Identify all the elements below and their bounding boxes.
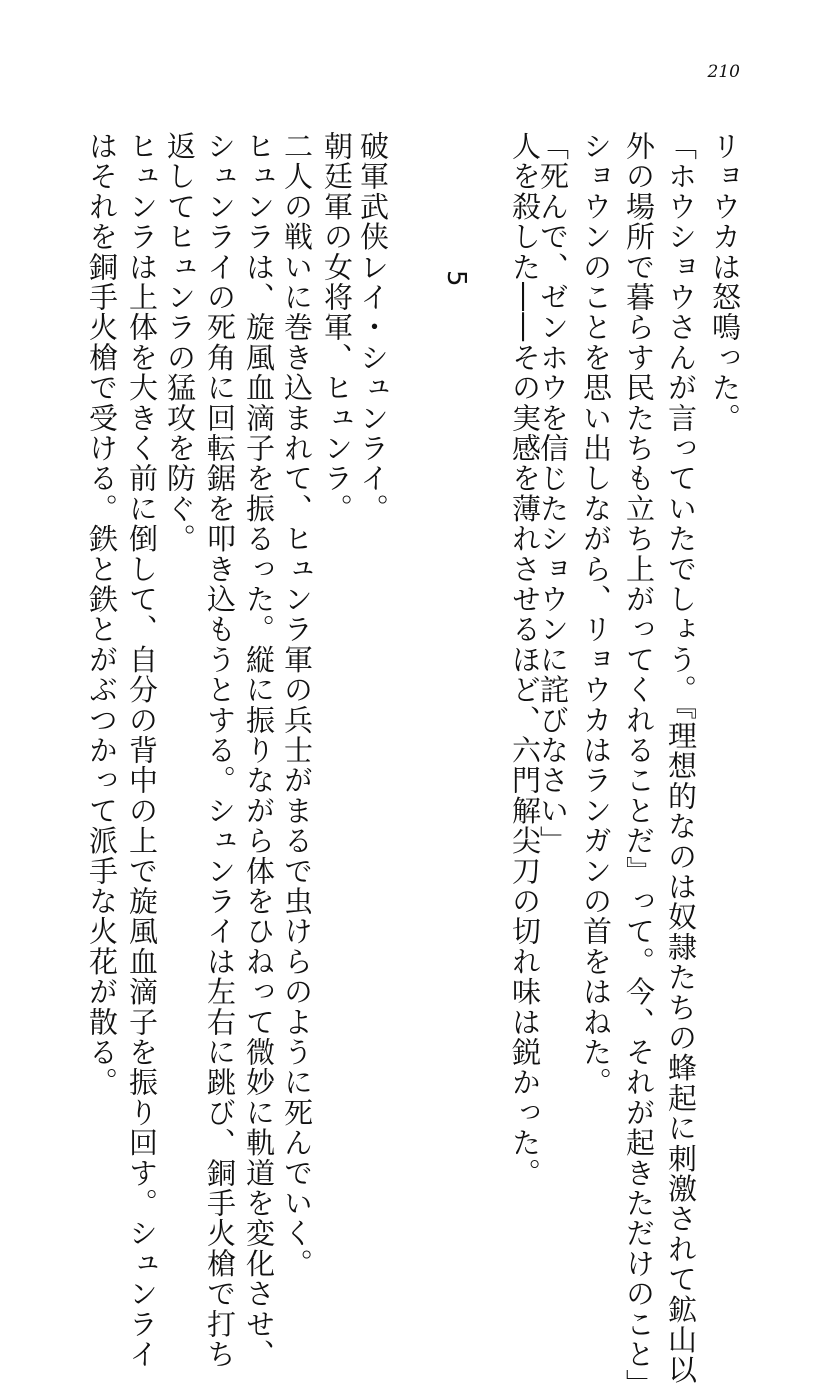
text-column-5: 「死んで、ゼンホウを信じたショウンに詫びなさい」 <box>536 131 570 856</box>
text-column-11: シュンライの死角に回転鋸を叩き込もうとする。シュンライは左右に跳び、銅手火槍で打ち <box>203 131 237 1370</box>
text-column-9: 二人の戦いに巻き込まれて、ヒュンラ軍の兵士がまるで虫けらのように死んでいく。 <box>280 131 314 1279</box>
text-column-1: リョウカは怒鳴った。 <box>708 131 742 433</box>
text-column-7: 破軍武侠レイ・シュンライ。 <box>356 131 390 524</box>
text-column-2: 「ホウショウさんが言っていたでしょう。『理想的なのは奴隷たちの蜂起に刺激されて鉱山以 <box>664 131 698 1385</box>
section-number: 5 <box>441 270 471 287</box>
text-column-4: ショウンのことを思い出しながら、リョウカはランガンの首をはねた。 <box>579 131 613 1098</box>
text-column-10: ヒュンラは、旋風血滴子を振るった。縦に振りながら体をひねって微妙に軌道を変化させ、 <box>242 131 276 1370</box>
text-column-14: はそれを銅手火槍で受ける。鉄と鉄とがぶつかって派手な火花が散る。 <box>85 131 119 1098</box>
text-column-8: 朝廷軍の女将軍、ヒュンラ。 <box>320 131 354 524</box>
text-column-3: 外の場所で暮らす民たちも立ち上がってくれることだ』って。今、それが起きただけのこと」 <box>622 131 656 1399</box>
page-number: 210 <box>707 62 740 82</box>
text-column-12: 返してヒュンラの猛攻を防ぐ。 <box>163 131 197 554</box>
text-column-13: ヒュンラは上体を大きく前に倒して、自分の背中の上で旋風血滴子を振り回す。シュンライ <box>125 131 159 1370</box>
text-column-6: 人を殺した――その実感を薄れさせるほど、六門解尖刀の切れ味は鋭かった。 <box>508 131 542 1188</box>
